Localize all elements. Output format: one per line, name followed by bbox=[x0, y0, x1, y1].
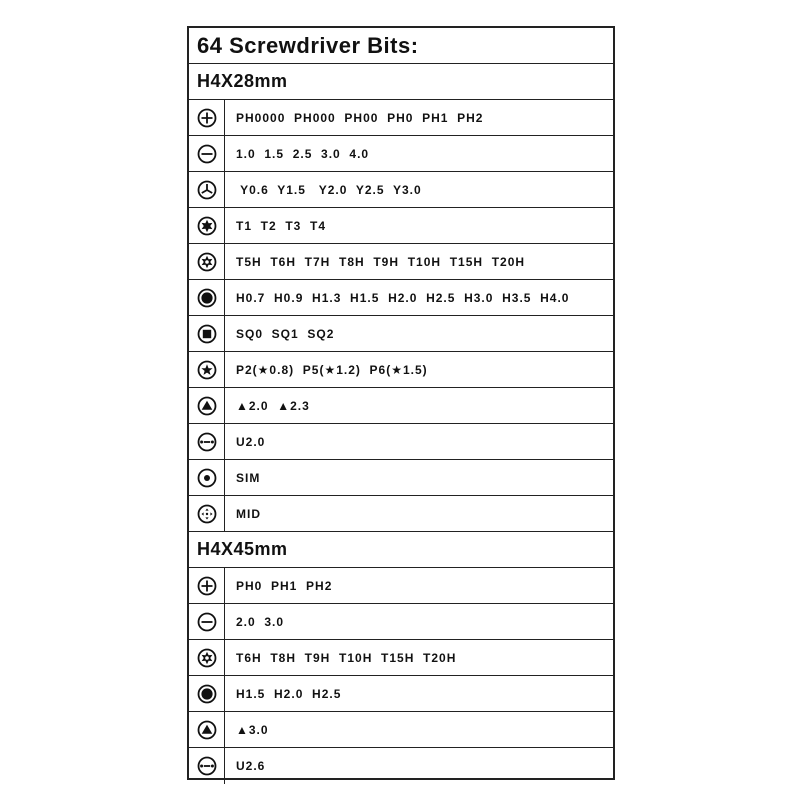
bit-sizes: U2.6 bbox=[236, 759, 266, 773]
bit-icon-cell bbox=[189, 388, 225, 423]
torx-security-icon bbox=[197, 648, 217, 668]
bit-sizes: SQ0 SQ1 SQ2 bbox=[236, 327, 335, 341]
bit-sizes: T1 T2 T3 T4 bbox=[236, 219, 327, 233]
torx-security-icon bbox=[197, 252, 217, 272]
bit-sizes: ▲2.0 ▲2.3 bbox=[236, 399, 310, 413]
bit-row bbox=[189, 604, 613, 640]
bit-icon-cell bbox=[189, 100, 225, 135]
u-type-icon bbox=[197, 756, 217, 776]
phillips-icon bbox=[197, 576, 217, 596]
bit-sizes: T6H T8H T9H T10H T15H T20H bbox=[236, 651, 457, 665]
bit-row bbox=[189, 280, 613, 316]
title-row bbox=[189, 28, 613, 64]
triangle-icon bbox=[197, 720, 217, 740]
bit-icon-cell bbox=[189, 424, 225, 459]
u-type-icon bbox=[197, 432, 217, 452]
bit-row bbox=[189, 208, 613, 244]
section-heading-row bbox=[189, 64, 613, 100]
bit-sizes: MID bbox=[236, 507, 261, 521]
mid-icon bbox=[197, 504, 217, 524]
bit-sizes: ▲3.0 bbox=[236, 723, 269, 737]
hex-icon bbox=[197, 288, 217, 308]
bit-row bbox=[189, 460, 613, 496]
bit-sizes: U2.0 bbox=[236, 435, 266, 449]
bit-icon-cell bbox=[189, 352, 225, 387]
bit-sizes: PH0000 PH000 PH00 PH0 PH1 PH2 bbox=[236, 111, 484, 125]
bit-sizes: T5H T6H T7H T8H T9H T10H T15H T20H bbox=[236, 255, 526, 269]
bit-icon-cell bbox=[189, 712, 225, 747]
bit-icon-cell bbox=[189, 460, 225, 495]
sim-icon bbox=[197, 468, 217, 488]
section-heading-row bbox=[189, 532, 613, 568]
bit-row bbox=[189, 136, 613, 172]
bit-icon-cell bbox=[189, 568, 225, 603]
bit-icon-cell bbox=[189, 496, 225, 531]
bit-icon-cell bbox=[189, 280, 225, 315]
bit-sizes: 1.0 1.5 2.5 3.0 4.0 bbox=[236, 147, 370, 161]
bit-icon-cell bbox=[189, 748, 225, 784]
bit-icon-cell bbox=[189, 640, 225, 675]
bit-row bbox=[189, 244, 613, 280]
page-title: 64 Screwdriver Bits: bbox=[197, 33, 419, 58]
bit-row bbox=[189, 748, 613, 784]
square-icon bbox=[197, 324, 217, 344]
bit-icon-cell bbox=[189, 208, 225, 243]
tri-wing-icon bbox=[197, 180, 217, 200]
bit-icon-cell bbox=[189, 244, 225, 279]
bit-row bbox=[189, 640, 613, 676]
bit-sizes: PH0 PH1 PH2 bbox=[236, 579, 333, 593]
bit-row bbox=[189, 496, 613, 532]
bit-row bbox=[189, 172, 613, 208]
section-heading: H4X45mm bbox=[197, 539, 288, 559]
pentalobe-icon bbox=[197, 360, 217, 380]
bit-icon-cell bbox=[189, 172, 225, 207]
bit-icon-cell bbox=[189, 604, 225, 639]
bit-row bbox=[189, 568, 613, 604]
bit-row bbox=[189, 676, 613, 712]
slotted-icon bbox=[197, 144, 217, 164]
bit-icon-cell bbox=[189, 676, 225, 711]
phillips-icon bbox=[197, 108, 217, 128]
bit-sizes: P2(★0.8) P5(★1.2) P6(★1.5) bbox=[236, 363, 428, 377]
bit-row bbox=[189, 352, 613, 388]
bit-row bbox=[189, 100, 613, 136]
bit-row bbox=[189, 424, 613, 460]
bit-sizes: 2.0 3.0 bbox=[236, 615, 285, 629]
triangle-icon bbox=[197, 396, 217, 416]
slotted-icon bbox=[197, 612, 217, 632]
bit-sizes: H0.7 H0.9 H1.3 H1.5 H2.0 H2.5 H3.0 H3.5 H4.0 bbox=[236, 291, 570, 305]
bit-icon-cell bbox=[189, 316, 225, 351]
hex-icon bbox=[197, 684, 217, 704]
bit-sizes: Y0.6 Y1.5 Y2.0 Y2.5 Y3.0 bbox=[236, 183, 422, 197]
bit-row bbox=[189, 316, 613, 352]
bit-row bbox=[189, 388, 613, 424]
bit-sizes: H1.5 H2.0 H2.5 bbox=[236, 687, 342, 701]
bit-row bbox=[189, 712, 613, 748]
bits-sheet bbox=[187, 26, 615, 780]
bit-icon-cell bbox=[189, 136, 225, 171]
torx-icon bbox=[197, 216, 217, 236]
bit-sizes: SIM bbox=[236, 471, 261, 485]
section-heading: H4X28mm bbox=[197, 71, 288, 91]
